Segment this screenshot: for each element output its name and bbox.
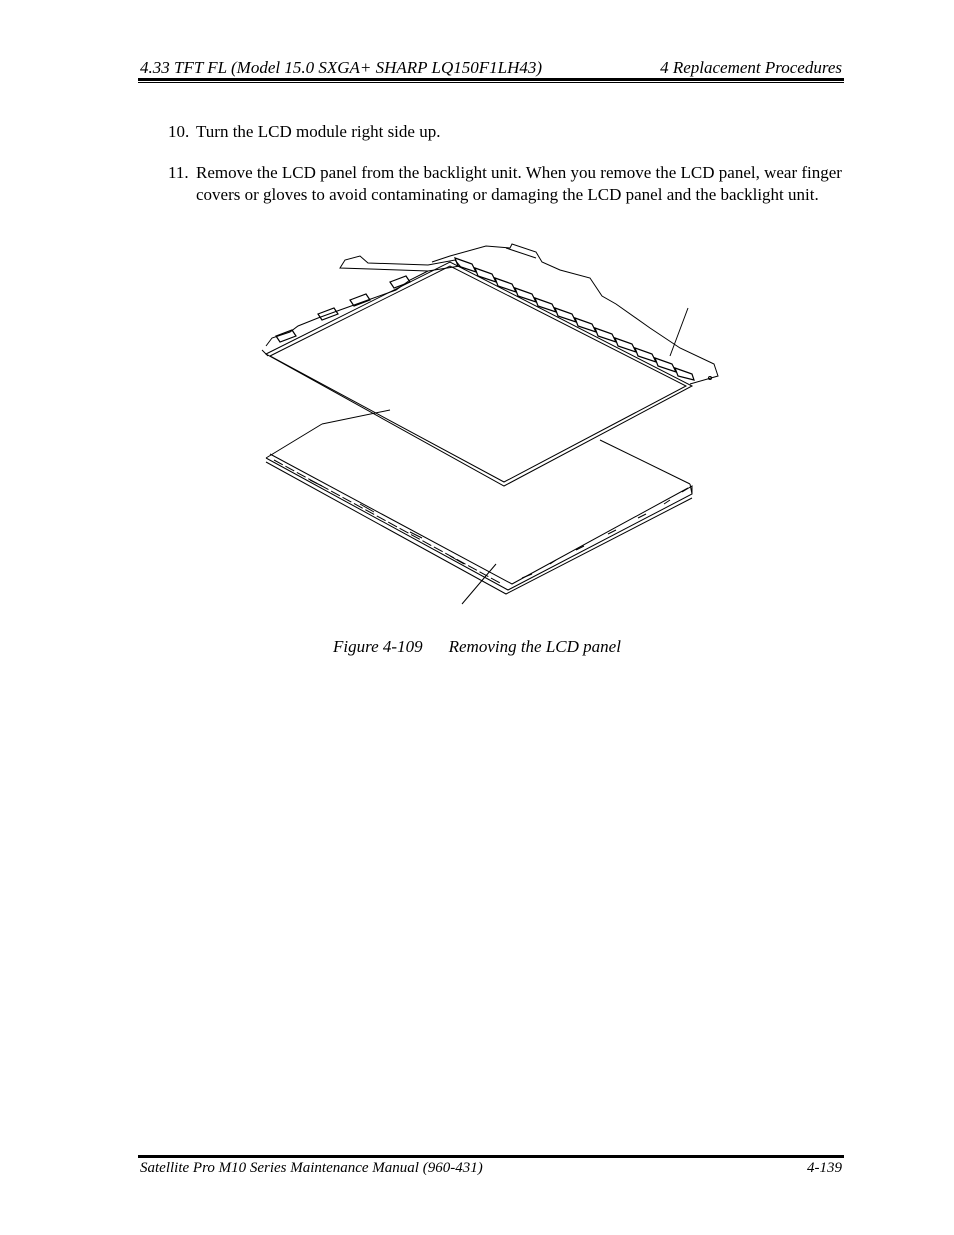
- header-chapter-title: 4 Replacement Procedures: [660, 58, 842, 77]
- footer-page-number: 4-139: [807, 1160, 842, 1176]
- step-number: 11.: [168, 163, 189, 182]
- header-section-title: 4.33 TFT FL (Model 15.0 SXGA+ SHARP LQ150F1LH43): [140, 58, 543, 77]
- step-text: Turn the LCD module right side up.: [196, 122, 441, 141]
- step-number: 10.: [168, 122, 190, 141]
- lcd-panel-illustration: [262, 244, 718, 486]
- figure-title: Removing the LCD panel: [448, 637, 621, 656]
- footer-manual-title: Satellite Pro M10 Series Maintenance Manual (960-431): [140, 1160, 483, 1176]
- header-rule-thin: [138, 82, 844, 83]
- figure-label: Figure 4-109: [333, 637, 423, 656]
- backlight-unit-illustration: [266, 410, 692, 604]
- lcd-panel-removal-diagram: [250, 238, 730, 608]
- footer-rule: [138, 1155, 844, 1158]
- header-rule: [138, 78, 844, 81]
- page-footer: [140, 1160, 844, 1184]
- step-text: Remove the LCD panel from the backlight unit. When you remove the LCD panel, wear finger covers or gloves to avoid contaminating or damaging the LCD panel and the backlight unit.: [196, 163, 842, 204]
- figure-caption: [0, 637, 954, 657]
